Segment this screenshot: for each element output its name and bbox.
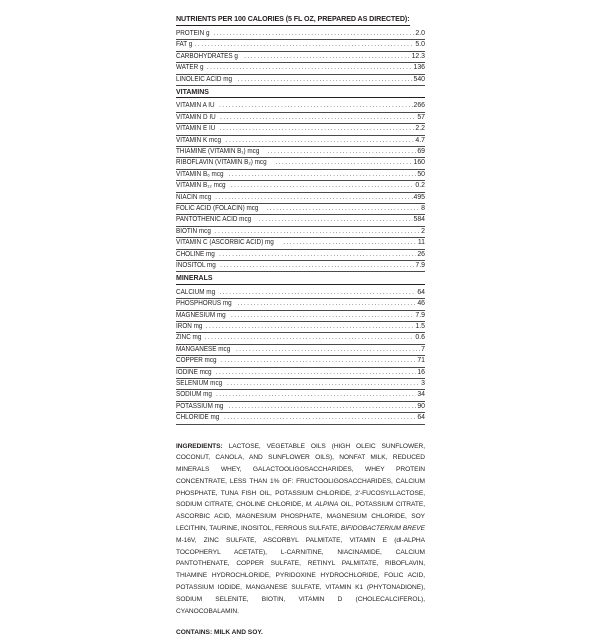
nutrient-value: 7 xyxy=(421,345,425,353)
dot-leader xyxy=(276,158,413,168)
nutrient-row xyxy=(176,390,425,401)
dot-leader xyxy=(216,368,417,378)
nutrient-row xyxy=(176,136,425,147)
dot-leader xyxy=(236,345,420,355)
dot-leader xyxy=(268,147,417,157)
nutrient-value: 136 xyxy=(413,64,425,72)
ingredients-part-2: OIL, POTASSIUM CITRATE, ASCORBIC ACID, MAGNESIUM PHOSPHATE, MAGNESIUM CHLORIDE, SOY LECITHIN, TAURINE, INOSITOL, FERROUS SULFATE, xyxy=(176,501,425,533)
nutrient-row xyxy=(176,379,425,390)
dot-leader xyxy=(221,356,416,366)
nutrient-name: SELENIUM mcg xyxy=(176,379,223,387)
nutrient-row xyxy=(176,356,425,367)
vitamins-heading: VITAMINS xyxy=(176,89,425,99)
dot-leader xyxy=(229,170,417,180)
nutrient-value: 7.9 xyxy=(415,311,425,319)
nutrient-row xyxy=(176,170,425,181)
dot-leader xyxy=(220,288,417,298)
nutrient-name: VITAMIN D IU xyxy=(176,113,216,121)
nutrient-value: 90 xyxy=(417,402,425,410)
nutrient-row xyxy=(176,311,425,322)
minerals-heading: MINERALS xyxy=(176,275,425,285)
nutrient-value: 4.7 xyxy=(415,136,425,144)
nutrient-value: 11 xyxy=(417,239,425,247)
nutrient-value: 71 xyxy=(417,357,425,365)
ingredients-label: INGREDIENTS: xyxy=(176,442,223,450)
dot-leader xyxy=(226,136,415,146)
nutrient-row xyxy=(176,193,425,204)
nutrient-name: FAT g xyxy=(176,41,193,49)
nutrient-name: THIAMINE (VITAMIN B₁) mcg xyxy=(176,148,260,156)
nutrient-value: 540 xyxy=(413,75,425,83)
nutrient-value: 26 xyxy=(417,250,425,258)
nutrient-value: 50 xyxy=(417,170,425,178)
nutrient-row xyxy=(176,29,425,40)
dot-leader xyxy=(205,333,415,343)
nutrition-label xyxy=(176,14,425,636)
nutrient-row xyxy=(176,215,425,226)
nutrient-value: 8 xyxy=(421,204,425,212)
nutrient-row xyxy=(176,147,425,158)
dot-leader xyxy=(220,124,415,134)
nutrient-value: 2 xyxy=(421,227,425,235)
macronutrient-list xyxy=(176,29,425,86)
nutrient-row xyxy=(176,345,425,356)
dot-leader xyxy=(220,113,416,123)
nutrient-row xyxy=(176,261,425,272)
nutrient-name: VITAMIN E IU xyxy=(176,125,216,133)
nutrient-name: CHOLINE mg xyxy=(176,250,215,258)
nutrient-row xyxy=(176,238,425,249)
dot-leader xyxy=(219,250,416,260)
ingredients-part-3: M-16V, ZINC SULFATE, ASCORBYL PALMITATE, VITAMIN E (dl-ALPHA TOCOPHERYL ACETATE), L-CARNITINE, NIACINAMIDE, CALCIUM PANTOTHENATE, COPPER SULFATE, RETINYL PALMITATE, RIBOFLAVIN, THIAMINE HYDROCHLORIDE, PYRIDOXINE HYDROCHLORIDE, FOLIC ACID, POTASSIUM IODIDE, MANGANESE SULFATE, VITAMIN K1 (PHYTONADIONE), SODIUM SELENITE, BIOTIN, VITAMIN D (CHOLECALCIFEROL), CYANOCOBALAMIN. xyxy=(176,536,425,615)
ingredients-italic-2: BIFIDOBACTERIUM BREVE xyxy=(340,525,425,533)
nutrient-row xyxy=(176,368,425,379)
dot-leader xyxy=(195,40,415,50)
nutrient-row xyxy=(176,101,425,112)
nutrient-value: 64 xyxy=(417,288,425,296)
nutrient-name: PROTEIN g xyxy=(176,30,210,37)
nutrient-value: 266 xyxy=(413,102,425,110)
nutrient-value: 2.2 xyxy=(415,125,425,133)
nutrient-name: VITAMIN C (ASCORBIC ACID) mg xyxy=(176,239,274,247)
nutrients-title: NUTRIENTS PER 100 CALORIES (5 FL OZ, PREPARED AS DIRECTED): xyxy=(176,14,410,26)
nutrient-name: VITAMIN B₁₂ mcg xyxy=(176,182,226,190)
nutrient-name: VITAMIN A IU xyxy=(176,102,215,110)
nutrient-value: 2.0 xyxy=(415,30,425,37)
nutrient-row xyxy=(176,63,425,74)
dot-leader xyxy=(231,311,414,321)
dot-leader xyxy=(227,379,420,389)
nutrient-value: 46 xyxy=(417,300,425,308)
dot-leader xyxy=(219,101,413,111)
nutrient-name: BIOTIN mcg xyxy=(176,227,211,235)
nutrient-row xyxy=(176,113,425,124)
nutrient-name: FOLIC ACID (FOLACIN) mcg xyxy=(176,204,259,212)
nutrient-row xyxy=(176,299,425,310)
nutrient-value: 34 xyxy=(417,391,425,399)
nutrient-row xyxy=(176,75,425,86)
nutrient-name: COPPER mcg xyxy=(176,357,217,365)
dot-leader xyxy=(215,193,412,203)
nutrient-name: VITAMIN B₆ mcg xyxy=(176,170,224,178)
nutrient-row xyxy=(176,52,425,63)
nutrient-row xyxy=(176,204,425,215)
nutrient-value: 3 xyxy=(421,379,425,387)
nutrient-value: 64 xyxy=(417,414,425,422)
nutrient-name: IODINE mcg xyxy=(176,368,212,376)
nutrient-row xyxy=(176,181,425,192)
dot-leader xyxy=(231,181,415,191)
nutrient-name: NIACIN mcg xyxy=(176,193,212,201)
nutrient-row xyxy=(176,288,425,299)
nutrient-name: LINOLEIC ACID mg xyxy=(176,75,233,83)
dot-leader xyxy=(213,29,414,39)
nutrient-value: 57 xyxy=(417,113,425,121)
nutrient-row xyxy=(176,250,425,261)
nutrient-row xyxy=(176,227,425,238)
dot-leader xyxy=(215,227,420,237)
nutrient-name: MAGNESIUM mg xyxy=(176,311,226,319)
nutrient-row xyxy=(176,124,425,135)
dot-leader xyxy=(220,261,414,271)
nutrient-name: PHOSPHORUS mg xyxy=(176,300,232,308)
dot-leader xyxy=(206,322,415,332)
nutrient-name: IRON mg xyxy=(176,322,203,330)
mineral-list xyxy=(176,288,425,425)
dot-leader xyxy=(229,402,417,412)
nutrient-name: WATER g xyxy=(176,64,204,72)
dot-leader xyxy=(216,390,416,400)
dot-leader xyxy=(224,413,416,423)
nutrient-value: 584 xyxy=(413,216,425,224)
nutrient-name: SODIUM mg xyxy=(176,391,212,399)
nutrient-value: 1.5 xyxy=(415,322,425,330)
nutrient-name: CALCIUM mg xyxy=(176,288,216,296)
nutrient-value: 160 xyxy=(413,159,425,167)
vitamin-list xyxy=(176,101,425,272)
ingredients-text xyxy=(176,441,425,618)
nutrient-row xyxy=(176,322,425,333)
nutrient-name: ZINC mg xyxy=(176,334,202,342)
nutrient-value: 0.6 xyxy=(415,334,425,342)
nutrient-value: 5.0 xyxy=(415,41,425,49)
ingredients-part-1: LACTOSE, VEGETABLE OILS (HIGH OLEIC SUNFLOWER, COCONUT, CANOLA, AND SUNFLOWER OILS), NONFAT MILK, REDUCED MINERALS WHEY, GALACTOOLIGOSACCHARIDES, WHEY PROTEIN CONCENTRATE, LESS THAN 1% OF: FRUCTOOLIGOSACCHARIDES, CALCIUM PHOSPHATE, TUNA FISH OIL, POTASSIUM CHLORIDE, 2'-FUCOSYLLACTOSE, SODIUM CITRATE, CHOLINE CHLORIDE, xyxy=(176,442,425,509)
nutrient-value: 7.9 xyxy=(415,261,425,269)
ingredients-italic-1: M. ALPINA xyxy=(305,501,339,509)
nutrient-value: 69 xyxy=(417,148,425,156)
nutrient-name: CHLORIDE mg xyxy=(176,414,220,422)
nutrient-name: INOSITOL mg xyxy=(176,261,216,269)
nutrient-row xyxy=(176,402,425,413)
nutrient-name: MANGANESE mcg xyxy=(176,345,231,353)
dot-leader xyxy=(259,215,413,225)
nutrient-value: 12.3 xyxy=(411,52,425,60)
nutrient-value: 495 xyxy=(413,193,425,201)
dot-leader xyxy=(244,52,410,62)
nutrient-name: PANTOTHENIC ACID mcg xyxy=(176,216,252,224)
nutrient-name: CARBOHYDRATES g xyxy=(176,52,238,60)
nutrient-name: RIBOFLAVIN (VITAMIN B₂) mcg xyxy=(176,159,267,167)
allergen-statement: CONTAINS: MILK AND SOY. xyxy=(176,629,263,636)
nutrient-row xyxy=(176,158,425,169)
dot-leader xyxy=(267,204,421,214)
dot-leader xyxy=(238,299,417,309)
nutrient-row xyxy=(176,333,425,344)
nutrient-row xyxy=(176,40,425,51)
nutrient-value: 16 xyxy=(417,368,425,376)
nutrient-name: POTASSIUM mg xyxy=(176,402,224,410)
nutrient-row xyxy=(176,413,425,424)
nutrient-name: VITAMIN K mcg xyxy=(176,136,221,144)
dot-leader xyxy=(207,63,413,73)
nutrient-value: 0.2 xyxy=(415,182,425,190)
dot-leader xyxy=(238,75,413,85)
dot-leader xyxy=(283,238,417,248)
